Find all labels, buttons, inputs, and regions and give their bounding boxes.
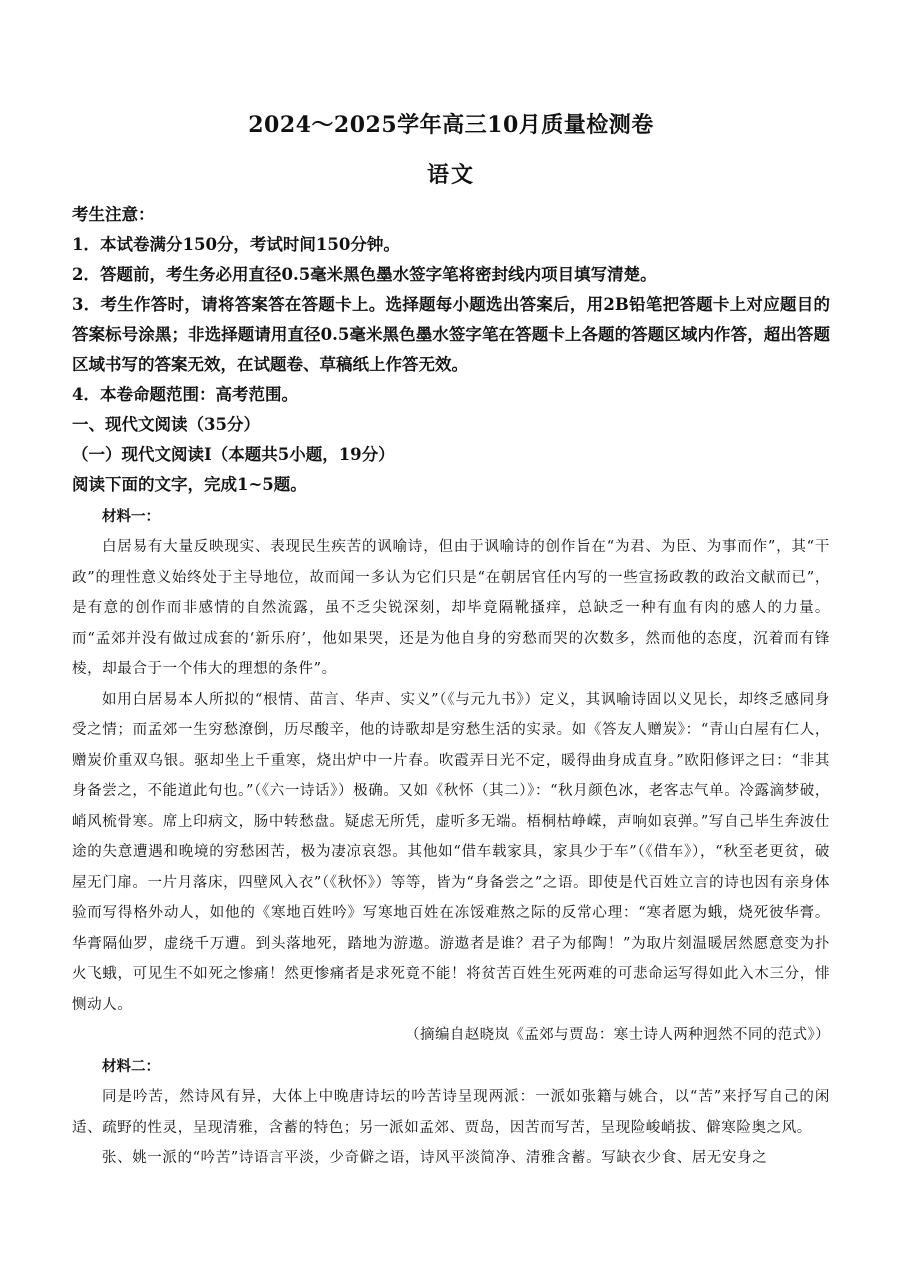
notice-block — [72, 200, 830, 410]
material-one-paragraph-1: 白居易有大量反映现实、表现民生疾苦的讽喻诗，但由于讽喻诗的创作旨在“为君、为臣、为事而作”，其“干政”的理性意义始终处于主导地位，故而闻一多认为它们只是“在朝居官任内写的一些宣扬政教的政治文献而已”，是有意的创作而非感情的自然流露，虽不乏尖锐深刻，却毕竟隔靴搔痒，总缺乏一种有血有肉的感人的力量。而“孟郊并没有做过成套的‘新乐府’，他如果哭，还是为他自身的穷愁而哭的次数多，然而他的态度，沉着而有锋棱，却最合于一个伟大的理想的条件”。 — [72, 539, 830, 677]
section-instruction: 阅读下面的文字，完成1~5题。 — [72, 475, 307, 494]
notice-item-3: 3．考生作答时，请将答案答在答题卡上。选择题每小题选出答案后，用2B铅笔把答题卡上对应题目的答案标号涂黑；非选择题请用直径0.5毫米黑色墨水签字笔在答题卡上各题的答题区域内作答，超出答题区域书写的答案无效，在试题卷、草稿纸上作答无效。 — [72, 295, 830, 374]
material-one-citation: （摘编自赵晓岚《孟郊与贾岛：寒士诗人两种迥然不同的范式》） — [405, 1027, 830, 1043]
section-part-title: 一、现代文阅读（35分） — [72, 415, 260, 434]
subject-title: 语文 — [426, 162, 475, 188]
notice-item-4: 4．本卷命题范围：高考范围。 — [72, 385, 298, 404]
notice-item-1: 1．本试卷满分150分，考试时间150分钟。 — [72, 235, 400, 254]
material-one — [72, 502, 830, 1050]
section-sub-title: （一）现代文阅读I（本题共5小题，19分） — [72, 445, 395, 464]
notice-heading: 考生注意： — [72, 205, 155, 224]
material-one-paragraph-2: 如用白居易本人所拟的“根情、苗言、华声、实义”（《与元九书》）定义，其讽喻诗固以义见长，却终乏感同身受之情；而孟郊一生穷愁潦倒，历尽酸辛，他的诗歌却是穷愁生活的实录。如《答友人赠炭》：“青山白屋有仁人，赠炭价重双乌银。驱却坐上千重寒，烧出炉中一片春。吹霞弄日光不定，暖得曲身成直身。”欧阳修评之曰：“非其身备尝之，不能道此句也。”（《六一诗话》）极确。又如《秋怀（其二）》：“秋月颜色冰，老客志气单。冷露滴梦破，峭风梳骨寒。席上印病文，肠中转愁盘。疑虑无所凭，虚听多无端。梧桐枯峥嵘，声响如哀弹。”写自己毕生奔波仕途的失意遭遇和晚境的穷愁困苦，极为凄凉哀怨。其他如“借车载家具，家具少于车”（《借车》），“秋至老更贫，破屋无门扉。一片月落床，四壁风入衣”（《秋怀》）等等，皆为“身备尝之”之语。即使是代百姓立言的诗也因有亲身体验而写得格外动人，如他的《寒地百姓吟》写寒地百姓在冻馁难熬之际的反常心理：“寒者愿为蛾，烧死彼华膏。华膏隔仙罗，虚绕千万遭。到头落地死，踏地为游遨。游遨者是谁？君子为郁陶！”为取片刻温暖居然愿意变为扑火飞蛾，可见生不如死之惨痛！然更惨痛者是求死竟不能！将贫苦百姓生死两难的可悲命运写得如此入木三分，悱恻动人。 — [72, 691, 830, 1013]
material-one-heading: 材料一： — [102, 508, 160, 525]
section-header — [72, 410, 830, 500]
exam-page — [72, 108, 830, 1174]
notice-item-2: 2．答题前，考生务必用直径0.5毫米黑色墨水签字笔将密封线内项目填写清楚。 — [72, 265, 657, 284]
material-two-paragraph-1: 同是吟苦，然诗风有异，大体上中晚唐诗坛的吟苦诗呈现两派：一派如张籍与姚合，以“苦”来抒写自己的闲适、疏野的性灵，呈现清雅，含蓄的特色；另一派如孟郊、贾岛，因苦而写苦，呈现险峻峭拔、僻寒险奥之风。 — [72, 1089, 830, 1136]
material-two-heading: 材料二： — [102, 1058, 160, 1075]
material-two-paragraph-2: 张、姚一派的“吟苦”诗语言平淡，少奇僻之语，诗风平淡简净、清雅含蓄。写缺衣少食、居无安身之 — [102, 1150, 768, 1166]
exam-title: 2024～2025学年高三10月质量检测卷 — [248, 112, 654, 138]
material-two — [72, 1052, 830, 1174]
